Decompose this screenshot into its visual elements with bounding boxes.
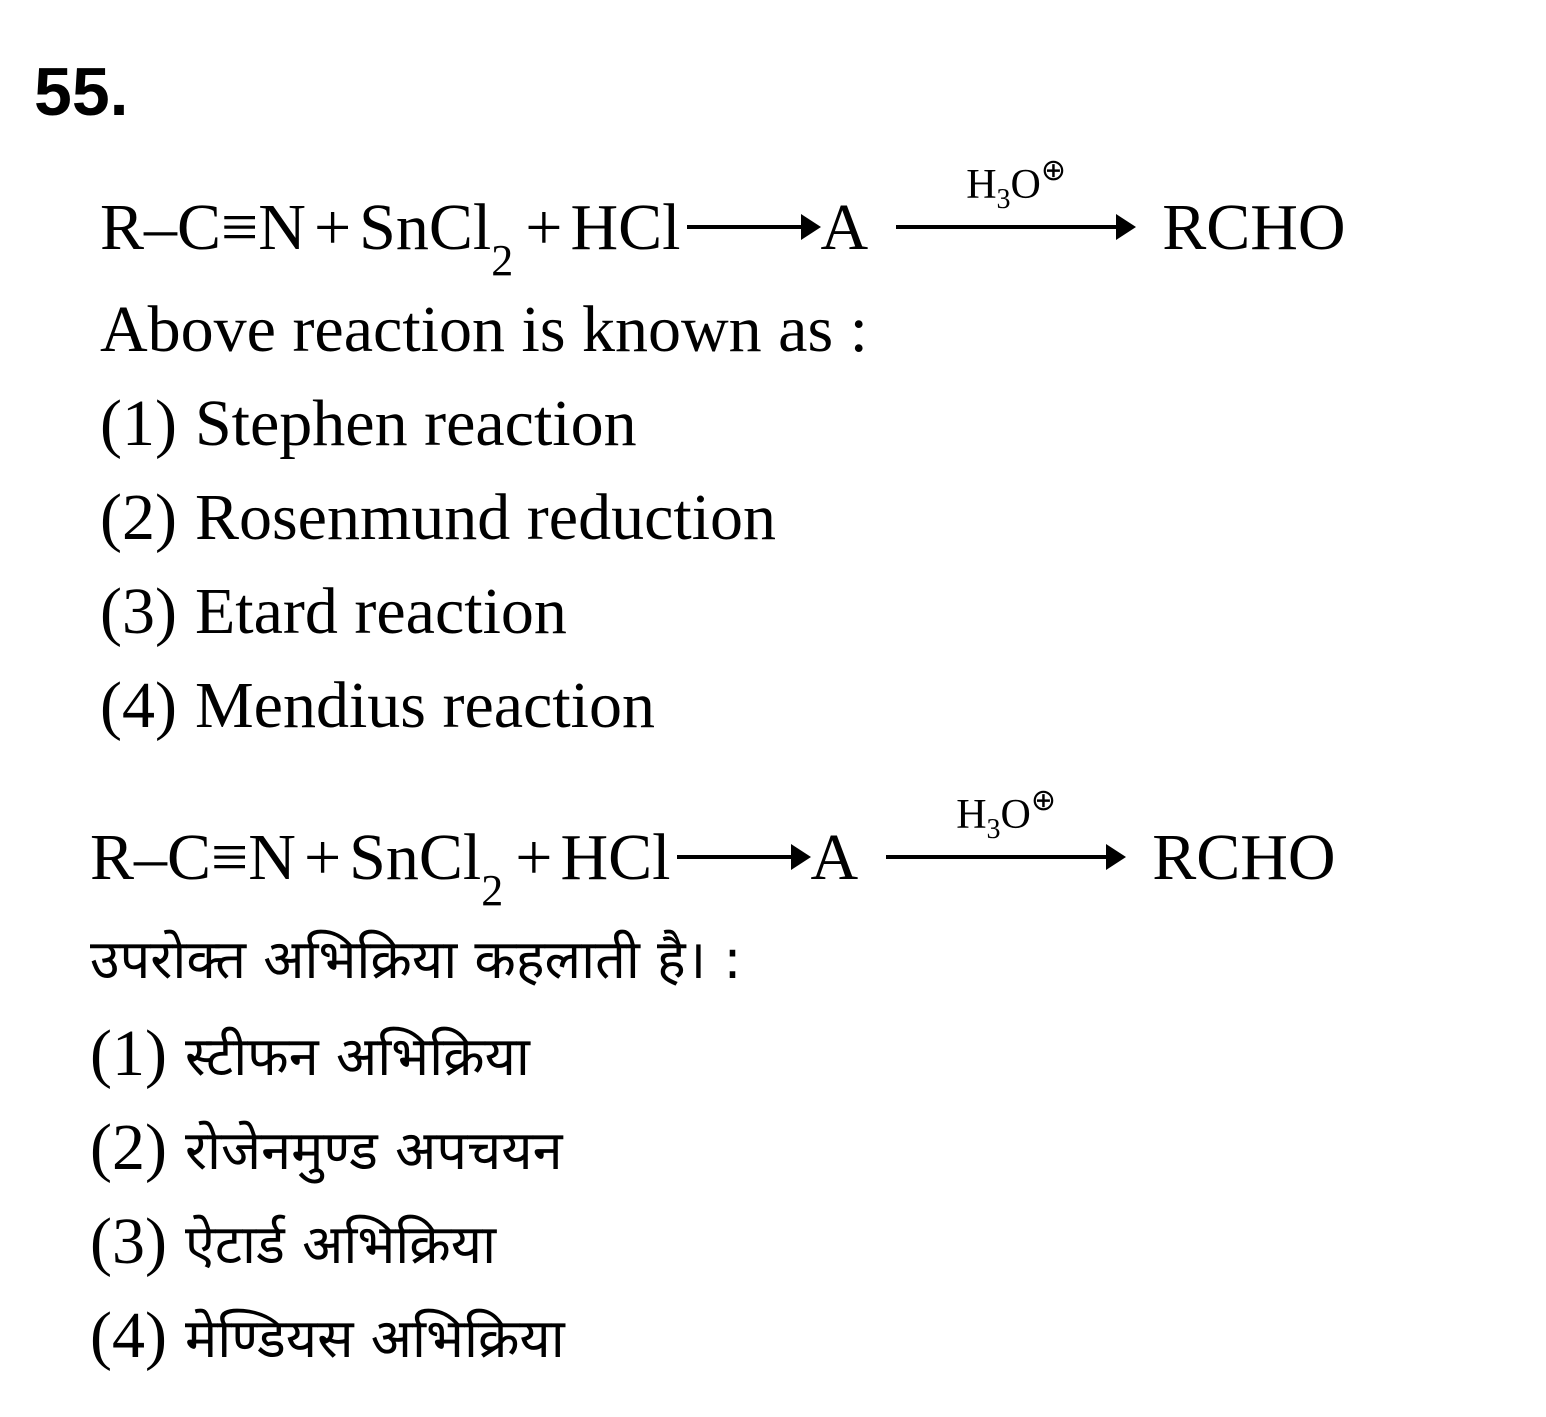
question-number: 55. [34,54,129,130]
product-rcho: RCHO [1152,821,1336,894]
subscript: 2 [491,236,514,285]
option-text: ऐटार्ड अभिक्रिया [184,1213,497,1276]
plus-sign: + [313,191,352,264]
intermediate-a: A [810,821,859,894]
reactant-nitrile: R–C≡N [90,821,296,894]
option-3-hindi[interactable] [90,1202,496,1285]
reagent-label: $H_3O^\oplus$ [956,784,1057,845]
option-number: (2) [100,481,177,554]
reaction-arrow-icon [687,225,817,229]
reactant-nitrile: R–C≡N [100,191,306,264]
option-text: Stephen reaction [194,387,637,460]
plus-sign: + [515,821,553,894]
option-number: (2) [90,1111,167,1184]
option-3-english[interactable] [100,572,567,652]
reagent-label: $H_3O^\oplus$ [966,154,1067,215]
option-4-english[interactable] [100,666,655,746]
option-text: Rosenmund reduction [194,481,777,554]
subscript: 2 [481,866,504,915]
option-number: (3) [100,575,177,648]
reactant-sncl2: SnCl [349,821,482,894]
option-number: (4) [90,1299,167,1372]
option-2-english[interactable] [100,478,776,558]
option-text: स्टीफन अभिक्रिया [184,1025,530,1088]
reactant-sncl2: SnCl [359,191,492,264]
question-prompt-hindi: उपरोक्त अभिक्रिया कहलाती है। : [90,928,742,991]
option-text: मेण्डियस अभिक्रिया [184,1307,565,1370]
reaction-arrow-icon [886,784,1122,859]
plus-sign: + [525,191,563,264]
option-number: (3) [90,1205,167,1278]
reactant-hcl: HCl [570,191,681,264]
reactant-hcl: HCl [560,821,671,894]
option-number: (1) [90,1017,167,1090]
option-text: रोजेनमुण्ड अपचयन [184,1119,563,1182]
option-number: (1) [100,387,177,460]
reaction-equation-english [100,154,1346,285]
option-number: (4) [100,669,177,742]
reaction-arrow-icon [896,154,1132,229]
reaction-equation-hindi [90,784,1336,915]
option-text: Mendius reaction [194,669,656,742]
option-1-english[interactable] [100,384,637,464]
product-rcho: RCHO [1162,191,1346,264]
plus-sign: + [303,821,342,894]
option-text: Etard reaction [194,575,567,648]
option-4-hindi[interactable] [90,1296,565,1379]
intermediate-a: A [820,191,869,264]
option-2-hindi[interactable] [90,1108,563,1191]
question-prompt-english: Above reaction is known as : [100,293,868,366]
reaction-arrow-icon [677,855,807,859]
option-1-hindi[interactable] [90,1014,530,1097]
